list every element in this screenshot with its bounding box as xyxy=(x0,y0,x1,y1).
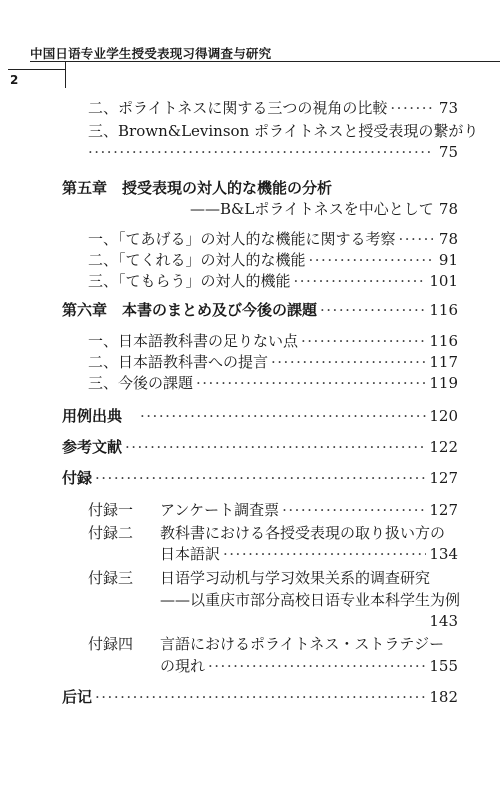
toc-entry-text: 三、今後の課題 xyxy=(88,374,194,392)
leader-dots xyxy=(125,437,426,457)
toc-entry-text: 后记 xyxy=(62,688,93,706)
toc-entry-page: 134 xyxy=(429,545,458,563)
appendix-title: 言語におけるポライトネス・ストラテジー xyxy=(160,635,445,653)
leader-dots xyxy=(208,656,426,676)
toc-entry-page: 101 xyxy=(429,272,458,290)
toc-entry-text: 日本語訳 xyxy=(160,545,221,563)
leader-dots xyxy=(309,250,433,270)
toc-entry-page: 91 xyxy=(438,251,458,269)
toc-entry-s5-3[interactable] xyxy=(88,271,458,291)
leader-dots xyxy=(95,468,426,488)
toc-entry-text: 第六章 本書のまとめ及び今後の課題 xyxy=(62,301,318,319)
toc-entry-page: 75 xyxy=(438,143,458,161)
toc-entry-text: 二、ポライトネスに関する三つの視角の比較 xyxy=(88,99,388,117)
toc-entry-page: 122 xyxy=(429,438,458,456)
toc-entry-postscript[interactable] xyxy=(62,687,458,707)
leader-dots xyxy=(390,98,433,118)
appendix-label: 付録一 xyxy=(88,501,134,519)
toc-entry-page: 116 xyxy=(429,301,458,319)
leader-dots xyxy=(301,331,426,351)
toc-entry-text: 一、日本語教科書の足りない点 xyxy=(88,332,299,350)
toc-entry-text: ——B&Lポライトネスを中心として xyxy=(190,200,434,218)
page-number: 2 xyxy=(10,73,19,87)
toc-entry-page: 116 xyxy=(429,332,458,350)
toc-entry-page: 117 xyxy=(429,353,458,371)
toc-entry-appendix-4-line1[interactable] xyxy=(88,634,444,654)
toc-entry-appendix[interactable] xyxy=(62,468,458,488)
toc-entry-s5-2[interactable] xyxy=(88,250,458,270)
toc-entry-page: 182 xyxy=(429,688,458,706)
chapter-6-title[interactable] xyxy=(62,300,458,320)
toc-entry-text: 一、「てあげる」の対人的な機能に関する考察 xyxy=(88,230,396,248)
toc-entry-s5-1[interactable] xyxy=(88,229,458,249)
toc-entry-s4-3-text[interactable]: 三、Brown&Levinson ポライトネスと授受表現の繋がり xyxy=(88,122,479,140)
leader-dots xyxy=(88,142,433,162)
appendix-title: アンケート調査票 xyxy=(160,501,280,519)
appendix-title: 日语学习动机与学习效果关系的调查研究 xyxy=(160,569,431,587)
toc-entry-text: 三、「てもらう」の対人的機能 xyxy=(88,272,291,290)
chapter-5-subtitle[interactable] xyxy=(190,199,458,219)
toc-entry-s4-2[interactable] xyxy=(88,98,458,118)
toc-entry-s6-3[interactable] xyxy=(88,373,458,393)
leader-dots xyxy=(399,229,433,249)
toc-entry-appendix-1[interactable] xyxy=(88,500,458,520)
toc-entry-examples[interactable] xyxy=(62,406,458,426)
appendix-label: 付録三 xyxy=(88,569,134,587)
leader-dots xyxy=(320,300,426,320)
toc-entry-page: 127 xyxy=(429,469,458,487)
toc-entry-page: 119 xyxy=(429,374,458,392)
leader-dots xyxy=(282,500,426,520)
header-rule xyxy=(30,61,500,62)
toc-entry-page: 73 xyxy=(438,99,458,117)
toc-entry-text: 付録 xyxy=(62,469,93,487)
page-number-rule xyxy=(8,69,65,70)
toc-entry-page: 143 xyxy=(429,612,458,630)
leader-dots xyxy=(140,406,426,426)
toc-entry-appendix-4[interactable] xyxy=(160,656,458,676)
appendix-label: 付録四 xyxy=(88,635,134,653)
toc-entry-appendix-3-subtitle[interactable]: ——以重庆市部分高校日语专业本科学生为例 xyxy=(160,591,461,609)
toc-entry-text: 二、「てくれる」の対人的な機能 xyxy=(88,251,306,269)
leader-dots xyxy=(196,373,426,393)
appendix-label: 付録二 xyxy=(88,524,134,542)
book-title: 中国日语专业学生授受表现习得调查与研究 xyxy=(30,46,272,61)
toc-entry-references[interactable] xyxy=(62,437,458,457)
toc-entry-page: 78 xyxy=(438,200,458,218)
toc-entry-appendix-2-line1[interactable] xyxy=(88,523,445,543)
toc-entry-text: 二、日本語教科書への提言 xyxy=(88,353,269,371)
toc-entry-page: 155 xyxy=(429,657,458,675)
toc-entry-appendix-2[interactable] xyxy=(160,544,458,564)
toc-entry-s6-2[interactable] xyxy=(88,352,458,372)
toc-entry-appendix-3[interactable] xyxy=(160,611,458,631)
toc-entry-page: 78 xyxy=(438,230,458,248)
leader-dots xyxy=(271,352,426,372)
chapter-5-title[interactable]: 第五章 授受表現の対人的な機能の分析 xyxy=(62,179,333,197)
leader-dots xyxy=(95,687,426,707)
toc-entry-page: 127 xyxy=(429,501,458,519)
toc-entry-page: 120 xyxy=(429,407,458,425)
appendix-title: 教科書における各授受表現の取り扱い方の xyxy=(160,524,446,542)
toc-entry-appendix-3-line1[interactable] xyxy=(88,568,430,588)
toc-entry-text xyxy=(88,500,279,520)
toc-entry-s4-3[interactable] xyxy=(88,142,458,162)
toc-entry-s6-1[interactable] xyxy=(88,331,458,351)
leader-dots xyxy=(223,544,426,564)
toc-entry-text: 参考文献 xyxy=(62,438,123,456)
leader-dots xyxy=(294,271,427,291)
toc-entry-text: の現れ xyxy=(160,657,206,675)
running-header xyxy=(0,0,500,95)
toc-entry-text: 用例出典 xyxy=(62,407,123,425)
page-number-divider xyxy=(65,61,66,88)
